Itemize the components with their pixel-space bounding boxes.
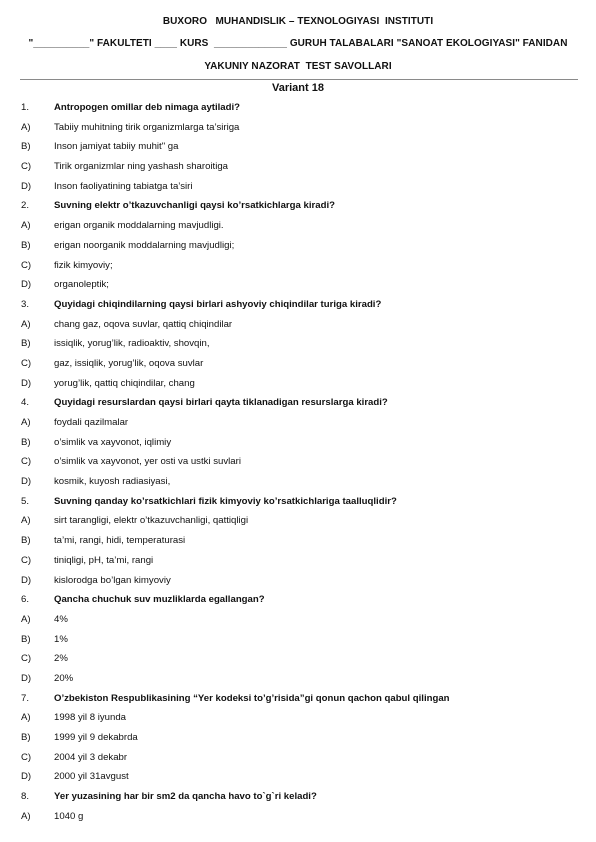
question-row bbox=[0, 197, 596, 217]
option-letter: A) bbox=[21, 121, 31, 133]
question-number: 4. bbox=[21, 397, 30, 409]
option-text: kosmik, kuyosh radiasiyasi, bbox=[54, 476, 171, 488]
option-text: issiqlik, yorug’lik, radioaktiv, shovqin, bbox=[54, 338, 210, 350]
option-letter: A) bbox=[21, 515, 31, 527]
option-letter: D) bbox=[21, 476, 32, 488]
answer-option-row bbox=[0, 178, 596, 198]
option-letter: C) bbox=[21, 456, 32, 468]
option-letter: D) bbox=[21, 574, 32, 586]
option-text: erigan organik moddalarning mavjudligi. bbox=[54, 220, 224, 232]
option-letter: B) bbox=[21, 436, 31, 448]
question-text: Qancha chuchuk suv muzliklarda egallangan? bbox=[54, 594, 265, 606]
option-letter: B) bbox=[21, 239, 31, 251]
option-text: 20% bbox=[54, 672, 74, 684]
answer-option-row bbox=[0, 729, 596, 749]
question-row bbox=[0, 394, 596, 414]
exam-title: YAKUNIY NAZORAT TEST SAVOLLARI bbox=[204, 61, 392, 72]
option-text: kislorodga bo’lgan kimyoviy bbox=[54, 574, 171, 586]
question-text: Suvning elektr o’tkazuvchanligi qaysi ko’rsatkichlarga kiradi? bbox=[54, 200, 335, 212]
option-letter: C) bbox=[21, 357, 32, 369]
answer-option-row bbox=[0, 473, 596, 493]
option-text: 1% bbox=[54, 633, 68, 645]
option-text: ta’mi, rangi, hidi, temperaturasi bbox=[54, 535, 186, 547]
option-letter: C) bbox=[21, 259, 32, 271]
answer-option-row bbox=[0, 650, 596, 670]
answer-option-row bbox=[0, 158, 596, 178]
option-text: chang gaz, oqova suvlar, qattiq chiqindilar bbox=[54, 318, 233, 330]
answer-option-row bbox=[0, 217, 596, 237]
question-text: Suvning qanday ko’rsatkichlari fizik kimyoviy ko’rsatkichlariga taalluqlidir? bbox=[54, 495, 397, 507]
option-letter: B) bbox=[21, 633, 31, 645]
option-text: 2004 yil 3 dekabr bbox=[54, 751, 128, 763]
answer-option-row bbox=[0, 434, 596, 454]
question-row bbox=[0, 493, 596, 513]
answer-option-row bbox=[0, 237, 596, 257]
answer-option-row bbox=[0, 257, 596, 277]
option-letter: B) bbox=[21, 141, 31, 153]
answer-option-row bbox=[0, 119, 596, 139]
question-number: 3. bbox=[21, 298, 30, 310]
option-letter: A) bbox=[21, 318, 31, 330]
option-letter: C) bbox=[21, 653, 32, 665]
question-text: O’zbekiston Respublikasining “Yer kodeksi to’g’risida”gi qonun qachon qabul qilingan bbox=[54, 692, 450, 704]
option-letter: A) bbox=[21, 417, 31, 428]
answer-option-row bbox=[0, 453, 596, 473]
answer-option-row bbox=[0, 768, 596, 788]
option-letter: A) bbox=[21, 712, 31, 724]
option-letter: A) bbox=[21, 810, 31, 822]
option-letter: B) bbox=[21, 732, 31, 743]
answer-option-row bbox=[0, 532, 596, 552]
question-number: 6. bbox=[21, 594, 30, 606]
option-letter: C) bbox=[21, 554, 32, 566]
question-row bbox=[0, 591, 596, 611]
option-text: Tirik organizmlar ning yashash sharoitiga bbox=[54, 161, 229, 173]
question-number: 1. bbox=[21, 102, 30, 113]
variant-label: Variant 18 bbox=[272, 82, 324, 94]
answer-option-row bbox=[0, 335, 596, 355]
option-text: o’simlik va xayvonot, yer osti va ustki suvlari bbox=[54, 456, 241, 468]
answer-option-row bbox=[0, 375, 596, 395]
option-letter: C) bbox=[21, 161, 32, 173]
question-text: Quyidagi chiqindilarning qaysi birlari ashyoviy chiqindilar turiga kiradi? bbox=[54, 298, 382, 310]
faculty-course-line: "__________" FAKULTETI ____ KURS _____________ GURUH TALABALARI "SANOAT EKOLOGIYASI" FANIDAN bbox=[28, 38, 568, 49]
option-text: yorug’lik, qattiq chiqindilar, chang bbox=[54, 377, 195, 389]
question-number: 8. bbox=[21, 791, 30, 803]
answer-option-row bbox=[0, 552, 596, 572]
option-text: 4% bbox=[54, 613, 68, 625]
option-text: 2000 yil 31avgust bbox=[54, 771, 129, 783]
option-letter: B) bbox=[21, 338, 31, 350]
option-letter: D) bbox=[21, 672, 32, 684]
question-number: 7. bbox=[21, 692, 30, 704]
answer-option-row bbox=[0, 808, 596, 828]
option-text: 1998 yil 8 iyunda bbox=[54, 712, 127, 724]
option-text: o’simlik va xayvonot, iqlimiy bbox=[54, 436, 172, 448]
answer-option-row bbox=[0, 414, 596, 434]
option-text: tiniqligi, pH, ta’mi, rangi bbox=[54, 554, 154, 566]
answer-option-row bbox=[0, 355, 596, 375]
option-text: 2% bbox=[54, 653, 68, 665]
option-text: Inson jamiyat tabiiy muhit" ga bbox=[54, 141, 179, 153]
option-text: fizik kimyoviy; bbox=[54, 259, 113, 271]
question-row bbox=[0, 690, 596, 710]
option-text: erigan noorganik moddalarning mavjudligi; bbox=[54, 239, 235, 251]
answer-option-row bbox=[0, 276, 596, 296]
question-row bbox=[0, 99, 596, 119]
question-row bbox=[0, 296, 596, 316]
option-text: 1999 yil 9 dekabrda bbox=[54, 732, 138, 743]
option-letter: D) bbox=[21, 771, 32, 783]
question-number: 2. bbox=[21, 200, 30, 212]
question-number: 5. bbox=[21, 495, 30, 507]
answer-option-row bbox=[0, 670, 596, 690]
answer-option-row bbox=[0, 611, 596, 631]
option-text: sirt tarangligi, elektr o’tkazuvchanligi, qattiqligi bbox=[54, 515, 249, 527]
option-text: organoleptik; bbox=[54, 279, 109, 291]
answer-option-row bbox=[0, 316, 596, 336]
question-text: Yer yuzasining har bir sm2 da qancha havo to`g`ri keladi? bbox=[54, 791, 317, 803]
option-letter: D) bbox=[21, 180, 32, 192]
option-letter: A) bbox=[21, 220, 31, 232]
answer-option-row bbox=[0, 138, 596, 158]
option-letter: D) bbox=[21, 279, 32, 291]
option-letter: D) bbox=[21, 377, 32, 389]
question-text: Quyidagi resurslardan qaysi birlari qayta tiklanadigan resurslarga kiradi? bbox=[54, 397, 388, 409]
answer-option-row bbox=[0, 709, 596, 729]
option-letter: A) bbox=[21, 613, 31, 625]
question-text: Antropogen omillar deb nimaga aytiladi? bbox=[54, 102, 241, 113]
answer-option-row bbox=[0, 749, 596, 769]
option-letter: B) bbox=[21, 535, 31, 547]
question-row bbox=[0, 788, 596, 808]
header-divider bbox=[20, 79, 578, 80]
option-text: gaz, issiqlik, yorug’lik, oqova suvlar bbox=[54, 357, 204, 369]
option-text: foydali qazilmalar bbox=[54, 417, 129, 428]
institute-title: BUXORO MUHANDISLIK – TEXNOLOGIYASI INSTITUTI bbox=[162, 16, 434, 27]
option-text: Tabiiy muhitning tirik organizmlarga ta’siriga bbox=[54, 121, 240, 133]
answer-option-row bbox=[0, 512, 596, 532]
option-letter: C) bbox=[21, 751, 32, 763]
answer-option-row bbox=[0, 572, 596, 592]
option-text: Inson faoliyatining tabiatga ta’siri bbox=[54, 180, 193, 192]
option-text: 1040 g bbox=[54, 810, 84, 822]
question-list bbox=[0, 99, 596, 827]
answer-option-row bbox=[0, 631, 596, 651]
